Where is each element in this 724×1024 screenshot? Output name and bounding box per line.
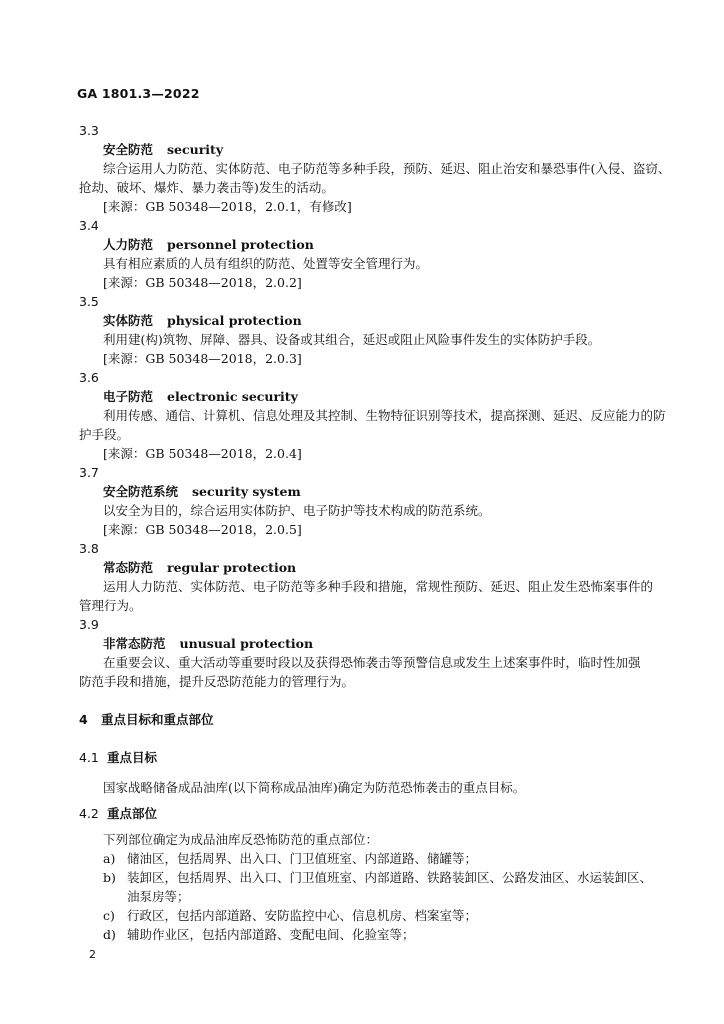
term-3-3 (79, 121, 671, 216)
term-number: 3.5 (79, 294, 99, 309)
subsection-title: 重点部位 (107, 806, 158, 821)
term-zh: 人力防范 (103, 237, 154, 252)
list-text: 行政区，包括内部道路、安防监控中心、信息机房、档案室等； (127, 908, 478, 923)
term-3-9 (79, 615, 659, 691)
terms-list (79, 121, 671, 691)
term-number: 3.9 (79, 617, 99, 632)
term-3-4 (79, 216, 659, 292)
list-item (79, 849, 657, 868)
term-3-6 (79, 368, 666, 463)
term-title (79, 311, 659, 330)
term-zh: 安全防范系统 (103, 484, 179, 499)
page-number: 2 (89, 948, 96, 961)
subsection-heading (79, 804, 657, 824)
section-number: 4 (79, 712, 88, 727)
term-title (79, 387, 659, 406)
term-en: security (167, 142, 224, 157)
term-definition: 利用传感、通信、计算机、信息处理及其控制、生物特征识别等技术，提高探测、延迟、反应能力的防 (103, 408, 666, 423)
subsection-title: 重点目标 (107, 750, 158, 765)
term-source: [来源：GB 50348—2018，2.0.4] (103, 446, 302, 461)
list-item (79, 868, 657, 906)
term-en: electronic security (167, 389, 298, 404)
term-number: 3.8 (79, 541, 99, 556)
term-zh: 实体防范 (103, 313, 154, 328)
term-source: [来源：GB 50348—2018，2.0.5] (103, 522, 302, 537)
list-text: 储油区，包括周界、出入口、门卫值班室、内部道路、储罐等； (127, 851, 478, 866)
document-id: GA 1801.3—2022 (77, 86, 200, 101)
term-source: [来源：GB 50348—2018，2.0.3] (103, 351, 302, 366)
term-title (79, 482, 659, 501)
term-source: [来源：GB 50348—2018，2.0.2] (103, 275, 302, 290)
list-marker: c) (103, 908, 115, 923)
term-title (79, 634, 659, 653)
list-text: 辅助作业区，包括内部道路、变配电间、化验室等； (127, 927, 415, 942)
section-title: 重点目标和重点部位 (101, 712, 214, 727)
list-item (79, 906, 657, 925)
term-3-5 (79, 292, 659, 368)
subsection-number: 4.1 (79, 750, 99, 765)
term-number: 3.3 (79, 123, 99, 138)
term-number: 3.7 (79, 465, 99, 480)
term-definition: 以安全为目的，综合运用实体防护、电子防护等技术构成的防范系统。 (103, 503, 491, 518)
paragraph: 国家战略储备成品油库(以下简称成品油库)确定为防范恐怖袭击的重点目标。 (103, 780, 526, 795)
section-4 (79, 710, 214, 730)
term-title (79, 558, 659, 577)
term-zh: 安全防范 (103, 142, 154, 157)
term-en: personnel protection (167, 237, 314, 252)
term-definition-cont: 防范手段和措施，提升反恐防范能力的管理行为。 (79, 674, 355, 689)
term-definition: 运用人力防范、实体防范、电子防范等多种手段和措施，常规性预防、延迟、阻止发生恐怖案事件的 (103, 579, 654, 594)
term-definition-cont: 抢劫、破坏、爆炸、暴力袭击等)发生的活动。 (79, 180, 334, 195)
term-en: security system (192, 484, 301, 499)
term-zh: 常态防范 (103, 560, 154, 575)
paragraph: 下列部位确定为成品油库反恐怖防范的重点部位： (103, 832, 379, 847)
term-definition: 具有相应素质的人员有组织的防范、处置等安全管理行为。 (103, 256, 429, 271)
list-item (79, 925, 657, 944)
term-en: physical protection (167, 313, 302, 328)
term-definition-cont: 管理行为。 (79, 598, 142, 613)
term-source: [来源：GB 50348—2018，2.0.1，有修改] (103, 199, 352, 214)
section-heading (79, 710, 214, 730)
term-zh: 电子防范 (103, 389, 154, 404)
list-marker: a) (103, 851, 116, 866)
section-4-2 (79, 804, 657, 944)
term-definition: 综合运用人力防范、实体防范、电子防范等多种手段，预防、延迟、阻止治安和暴恐事件(入侵、盗窃、 (103, 161, 671, 176)
term-definition-cont: 护手段。 (79, 427, 130, 442)
subsection-number: 4.2 (79, 806, 99, 821)
term-definition: 利用建(构)筑物、屏障、器具、设备或其组合，延迟或阻止风险事件发生的实体防护手段。 (103, 332, 601, 347)
section-4-1 (79, 748, 525, 797)
list-text: 装卸区，包括周界、出入口、门卫值班室、内部道路、铁路装卸区、公路发油区、水运装卸区、油泵房等； (127, 870, 653, 904)
term-en: regular protection (167, 560, 297, 575)
list-marker: b) (103, 870, 116, 885)
term-3-8 (79, 539, 659, 615)
term-en: unusual protection (179, 636, 314, 651)
term-3-7 (79, 463, 659, 539)
term-title (79, 235, 659, 254)
term-number: 3.6 (79, 370, 99, 385)
term-zh: 非常态防范 (103, 636, 166, 651)
list-marker: d) (103, 927, 116, 942)
subsection-heading (79, 748, 525, 768)
term-title (79, 140, 659, 159)
term-number: 3.4 (79, 218, 99, 233)
term-definition: 在重要会议、重大活动等重要时段以及获得恐怖袭击等预警信息或发生上述案事件时，临时性加强 (103, 655, 641, 670)
